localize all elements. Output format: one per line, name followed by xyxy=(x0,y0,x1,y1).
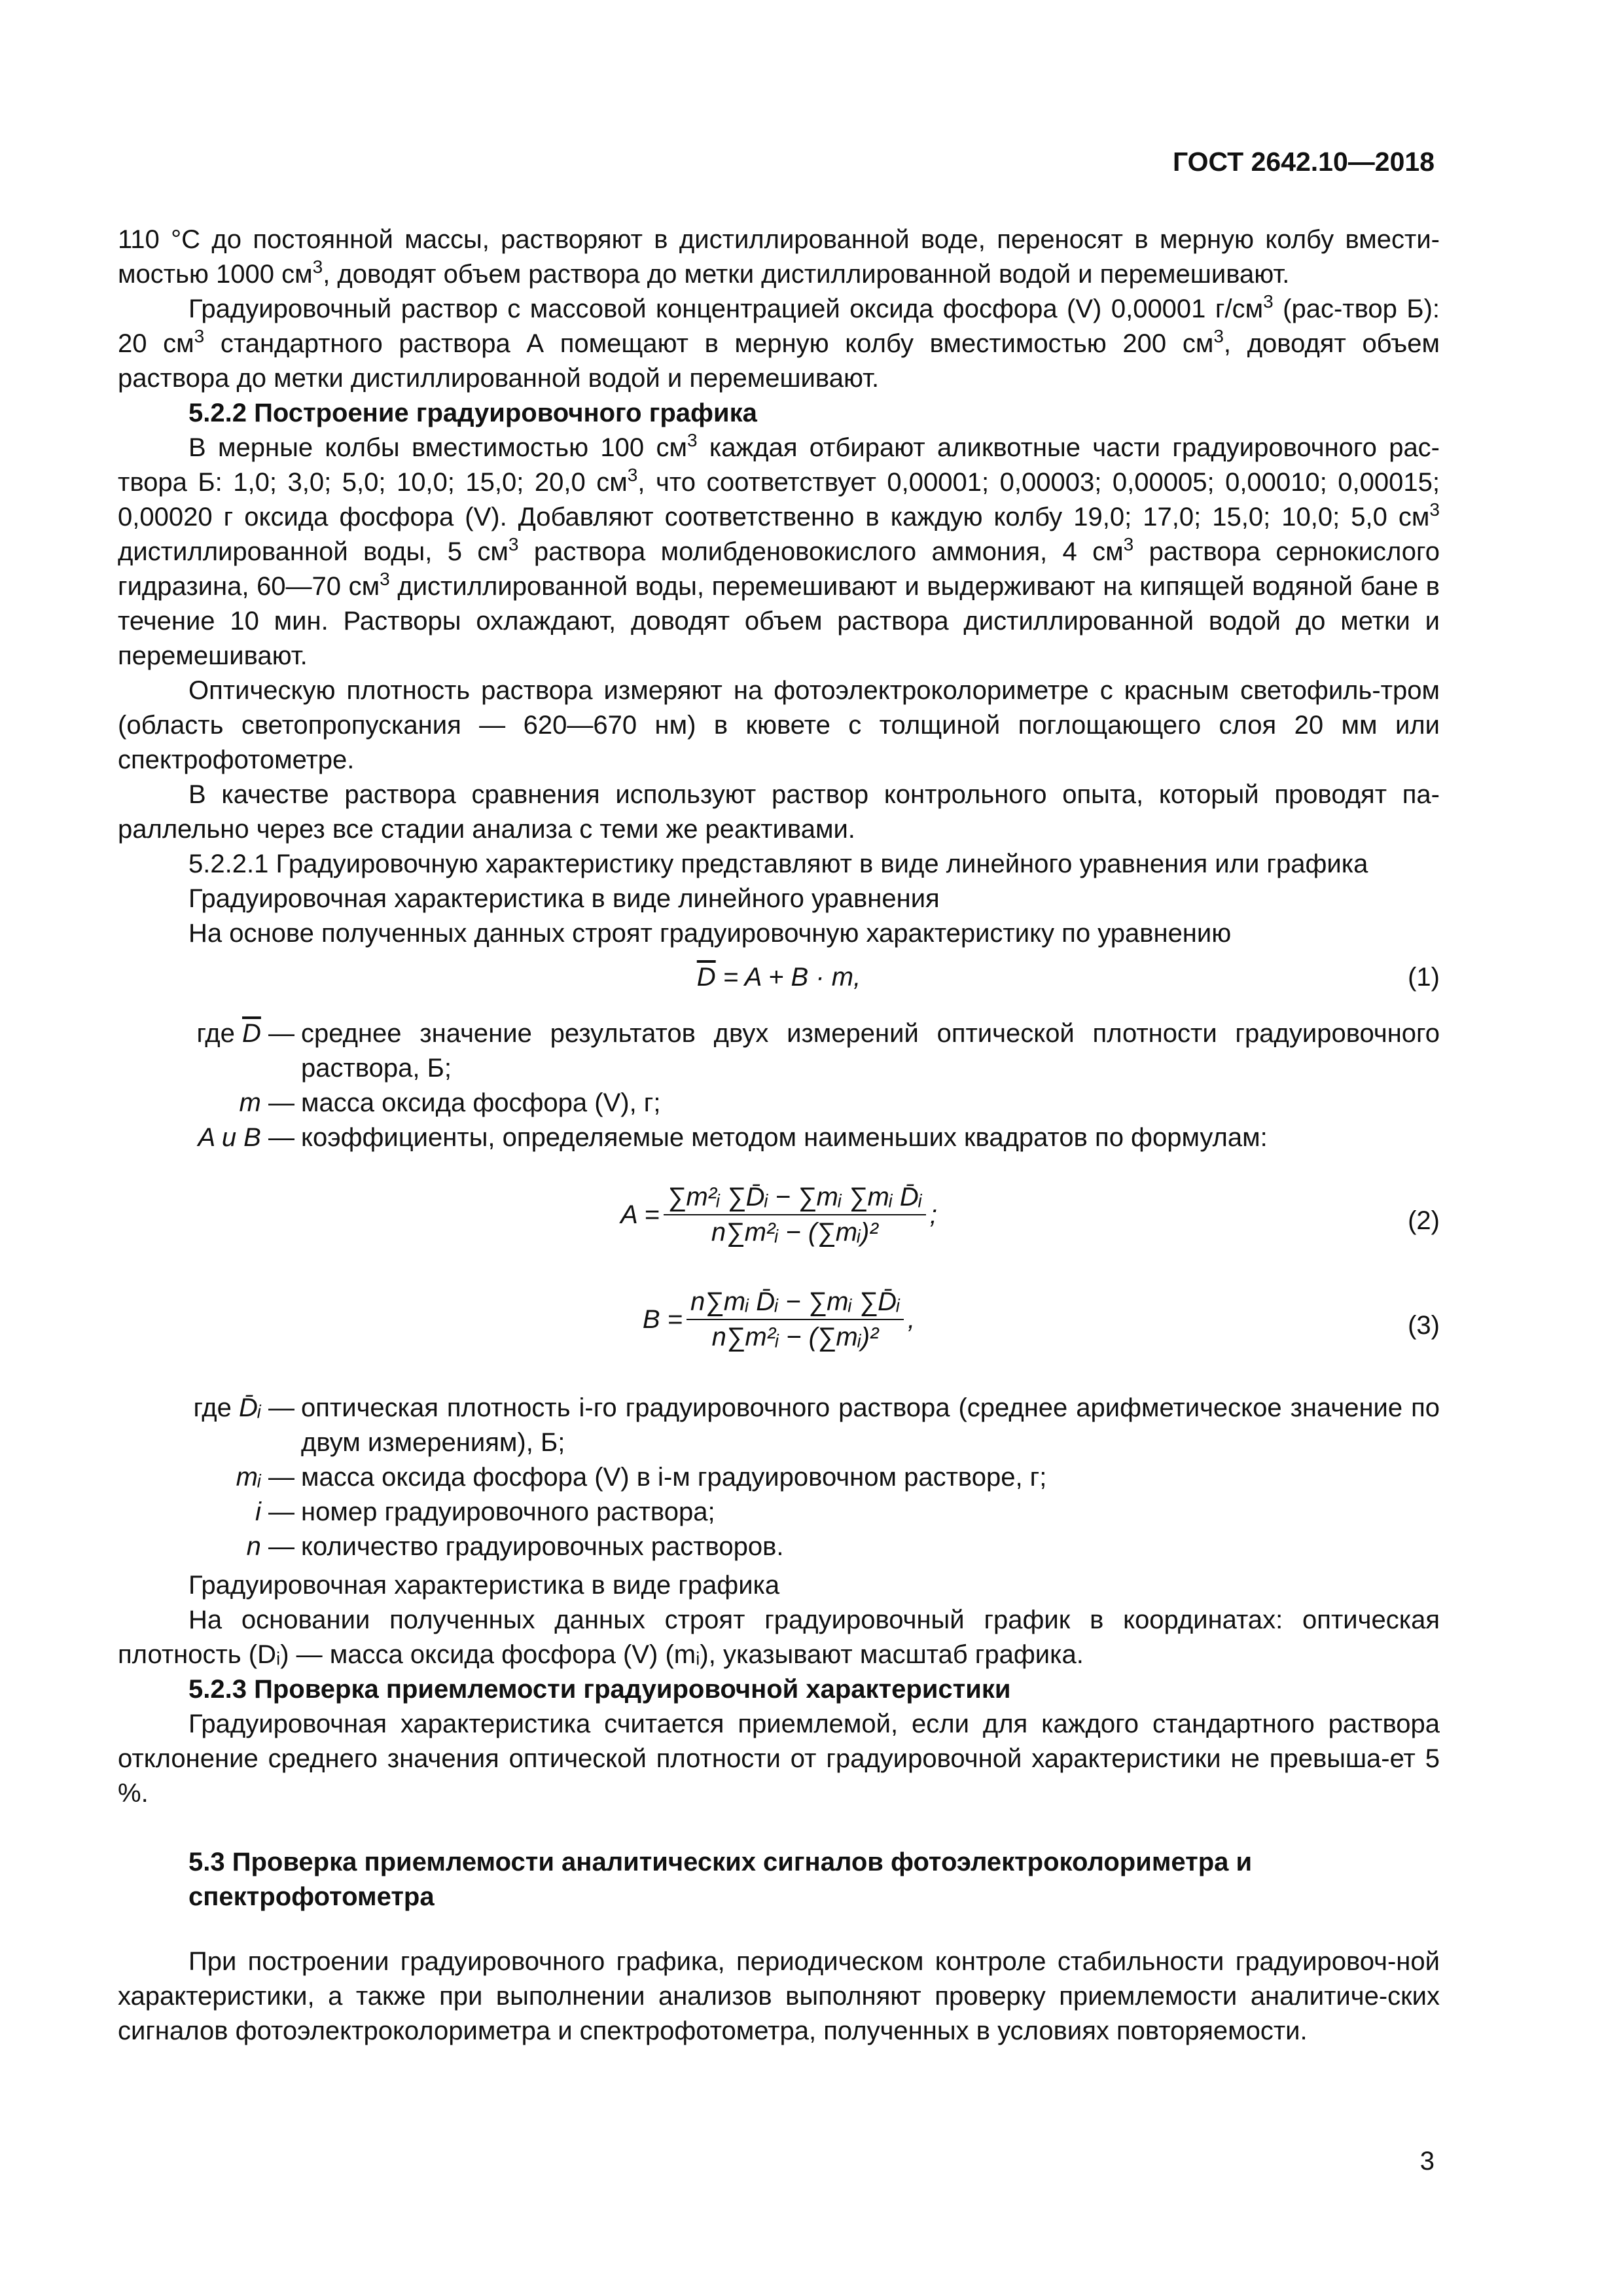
heading-5-3: 5.3 Проверка приемлемости аналитических сигналов фотоэлектроколориметра и спектрофотометра xyxy=(188,1848,1253,1911)
standard-header: ГОСТ 2642.10—2018 xyxy=(1172,147,1435,177)
equation-3 xyxy=(118,1286,1440,1365)
paragraph-p10: На основании полученных данных строят градуировочный график в координатах: оптическая плотность (Dᵢ) — масса оксида фосфора (V) (mᵢ), указывают масштаб графика. xyxy=(118,1605,1440,1669)
page-content xyxy=(118,223,1440,2049)
paragraph-p9: Градуировочная характеристика в виде графика xyxy=(188,1571,780,1600)
definition-item: n — количество градуировочных растворов. xyxy=(246,1532,784,1561)
equation-3-denominator: n∑m²ᵢ − (∑mᵢ)² xyxy=(711,1323,879,1352)
paragraph-p11: Градуировочная характеристика считается приемлемой, если для каждого стандартного раствора отклонение среднего значения оптической плотности от градуировочной характеристики не превыша-ет 5 %. xyxy=(118,1710,1440,1808)
paragraph-p2: Градуировочный раствор с массовой концентрацией оксида фосфора (V) 0,00001 $г/см^3$ (рас-твор Б): 20 $см^3$ стандартного раствора А помещают в мерную колбу вместимостью 200 $см^3$, доводят объем раствора до метки дистиллированной водой и перемешивают. xyxy=(118,291,1440,393)
equation-2-numerator: ∑m²ᵢ ∑D̄ᵢ − ∑mᵢ ∑mᵢ D̄ᵢ xyxy=(664,1181,926,1215)
equation-1-number: (1) xyxy=(1408,963,1440,992)
equation-1 xyxy=(118,960,1440,999)
paragraph-p7: Градуировочная характеристика в виде линейного уравнения xyxy=(188,884,940,913)
equation-2-number: (2) xyxy=(1408,1206,1440,1235)
paragraph-p1: 110 °С до постоянной массы, растворяют в дистиллированной воде, переносят в мерную колбу вмести-мостью 1000 $см^3$, доводят объем раствора до метки дистиллированной водой и перемешивают. xyxy=(118,225,1440,289)
equation-2-denominator: n∑m²ᵢ − (∑mᵢ)² xyxy=(711,1218,878,1247)
definition-item: где D̄ᵢ — оптическая плотность i-го градуировочного раствора (среднее арифметическое значение по двум измерениям), Б; xyxy=(193,1393,1440,1457)
paragraph-p6: 5.2.2.1 Градуировочную характеристику представляют в виде линейного уравнения или графика xyxy=(188,850,1368,878)
paragraph-p8: На основе полученных данных строят градуировочную характеристику по уравнению xyxy=(188,919,1232,948)
equation-3-number: (3) xyxy=(1408,1311,1440,1340)
paragraph-p4: Оптическую плотность раствора измеряют на фотоэлектроколориметре с красным светофиль-тром (область светопропускания — 620—670 нм) в кювете с толщиной поглощающего слоя 20 мм или спектрофотометре. xyxy=(118,676,1440,774)
heading-5-2-2: 5.2.2 Построение градуировочного графика xyxy=(188,399,757,427)
definition-item: где $\overline{D}$ — среднее значение результатов двух измерений оптической плотности градуировочного раствора, Б; xyxy=(196,1019,1440,1083)
definitions-2 xyxy=(118,1391,1440,1564)
page-number: 3 xyxy=(1419,2147,1435,2176)
definition-item: A и B — коэффициенты, определяемые методом наименьших квадратов по формулам: xyxy=(198,1123,1268,1152)
definition-item: i — номер градуировочного раствора; xyxy=(255,1498,715,1526)
paragraph-p3: В мерные колбы вместимостью 100 $см^3$ каждая отбирают аликвотные части градуировочного рас-твора Б: 1,0; 3,0; 5,0; 10,0; 15,0; 20,0 $см^3$, что соответствует 0,00001; 0,00003; 0,00005; 0,00010; 0,00015; 0,00020 г оксида фосфора (V). Добавляют соответственно в каждую колбу 19,0; 17,0; 15,0; 10,0; 5,0 $см^3$ дистиллированной воды, 5 $см^3$ раствора молибденовокислого аммония, 4 $см^3$ раствора сернокислого гидразина, 60—70 $см^3$ дистиллированной воды, перемешивают и выдерживают на кипящей водяной бане в течение 10 мин. Растворы охлаждают, доводят объем раствора дистиллированной водой до метки и перемешивают. xyxy=(118,430,1440,670)
equation-2-body: A = $\frac{\text{∑m²ᵢ ∑D̄ᵢ − ∑mᵢ ∑mᵢ D̄ᵢ}}{\text{n∑m²ᵢ − (∑mᵢ)²}}$ ; xyxy=(620,1183,937,1247)
heading-5-2-3: 5.2.3 Проверка приемлемости градуировочной характеристики xyxy=(188,1675,1011,1704)
definition-item: mᵢ — масса оксида фосфора (V) в i-м градуировочном растворе, г; xyxy=(236,1463,1047,1492)
paragraph-p5: В качестве раствора сравнения используют раствор контрольного опыта, который проводят па-раллельно через все стадии анализа с теми же реактивами. xyxy=(118,780,1440,844)
definition-item: m — масса оксида фосфора (V), г; xyxy=(239,1088,661,1117)
equation-3-body: B = $\frac{\text{n∑mᵢ D̄ᵢ − ∑mᵢ ∑D̄ᵢ}}{\text{n∑m²ᵢ − (∑mᵢ)²}}$ , xyxy=(642,1287,916,1352)
equation-3-numerator: n∑mᵢ D̄ᵢ − ∑mᵢ ∑D̄ᵢ xyxy=(687,1286,904,1320)
equation-1-body: $\overline{D} = A + B \cdot m$, xyxy=(696,963,861,992)
equation-2 xyxy=(118,1181,1440,1260)
definitions-1 xyxy=(118,1016,1440,1155)
paragraph-p12: При построении градуировочного графика, периодическом контроле стабильности градуировоч-ной характеристики, а также при выполнении анализов выполняют проверку приемлемости аналитиче-ских сигналов фотоэлектроколориметра и спектрофотометра, полученных в условиях повторяемости. xyxy=(118,1947,1440,2045)
